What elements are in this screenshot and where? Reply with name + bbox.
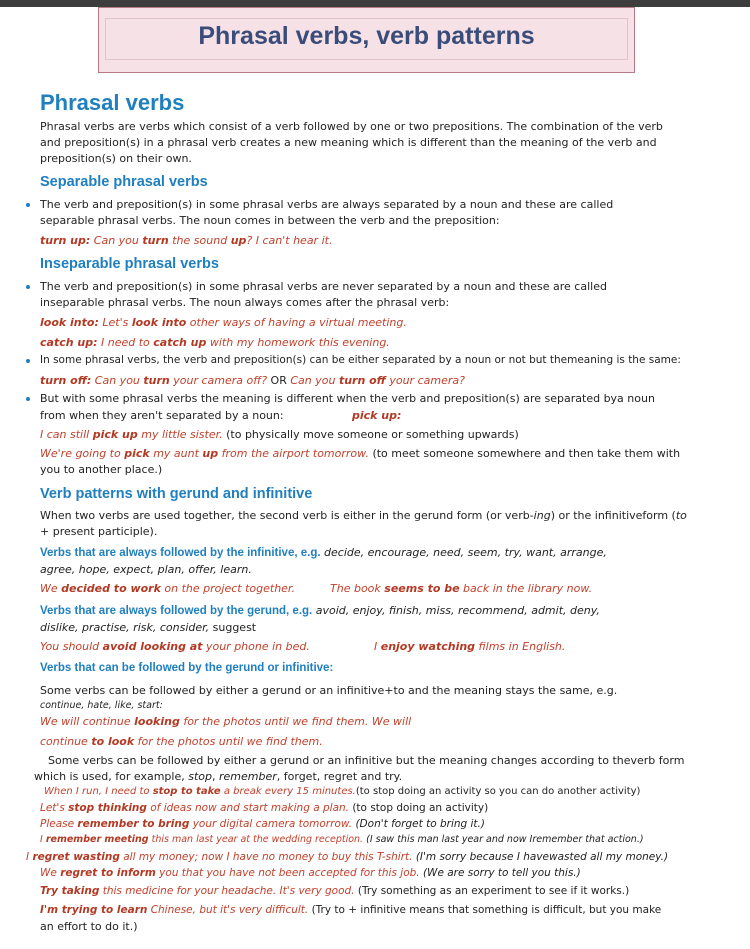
- example-turn-up: [40, 234, 332, 247]
- example-gloss: (Don't forget to bring it.): [352, 818, 485, 830]
- example-verb: I'm trying to learn: [40, 904, 148, 916]
- example-pick-up-2: [40, 447, 680, 460]
- example-verb: catch up: [153, 336, 207, 349]
- different-line: from when they aren't separated by a noun:: [40, 409, 284, 422]
- example-text: I: [26, 851, 33, 863]
- example-text: Please: [40, 818, 78, 830]
- gerund-heading: Verbs that are always followed by the gerund, e.g.: [40, 605, 313, 617]
- infinitive-list: agree, hope, expect, plan, offer, learn.: [40, 563, 252, 576]
- example-text: When I run, I need to: [44, 786, 153, 797]
- example-text: I need to: [97, 336, 154, 349]
- example-catch-up: [40, 336, 390, 349]
- heading-inseparable: Inseparable phrasal verbs: [40, 256, 219, 272]
- example-verb: regret to inform: [60, 867, 156, 879]
- gerund-list: suggest: [209, 621, 257, 634]
- example-pick-up-1: [40, 428, 519, 441]
- example-text: from the airport tomorrow.: [218, 447, 369, 460]
- heading-separable: Separable phrasal verbs: [40, 174, 208, 190]
- example-verb: pick up: [92, 428, 138, 441]
- example-text: my aunt: [149, 447, 203, 460]
- intro-line: Phrasal verbs are verbs which consist of a verb followed by one or two prepositions. The combination of the verb: [40, 120, 663, 133]
- change-line: Some verbs can be followed by either a gerund or an infinitive but the meaning changes according to theverb form: [48, 754, 685, 767]
- example-text: the sound: [168, 234, 231, 247]
- example-text: this medicine for your headache. It's very good.: [99, 885, 355, 897]
- intro-line: and preposition(s) in a phrasal verb creates a new meaning which is different than the meaning of the verb and: [40, 136, 657, 149]
- example-label: turn up:: [40, 234, 91, 247]
- example-gloss: (to stop doing an activity so you can do another activity): [355, 786, 641, 797]
- example-text: I: [40, 834, 46, 845]
- patterns-term: ing: [533, 509, 551, 522]
- example-text: your camera?: [385, 374, 465, 387]
- example-infinitive: [40, 582, 295, 595]
- example-verb: stop thinking: [68, 802, 147, 814]
- example-gloss: (Try to + infinitive means that something is difficult, but you make: [308, 904, 662, 916]
- example-verb: stop to take: [152, 786, 221, 797]
- patterns-term: to: [675, 509, 687, 522]
- bullet-icon: [26, 397, 30, 401]
- change-verb: remember: [219, 770, 277, 783]
- example-text: for the photos until we find them.: [134, 735, 323, 748]
- example-text: on the project together.: [160, 582, 295, 595]
- infinitive-heading: Verbs that are always followed by the infinitive, e.g.: [40, 547, 321, 559]
- inseparable-line: The verb and preposition(s) in some phrasal verbs are never separated by a noun and these are called: [40, 280, 607, 293]
- example-gerund: [40, 640, 310, 653]
- example-remember-meeting: [40, 834, 644, 845]
- example-gloss-cont: an effort to do it.): [40, 920, 138, 933]
- infinitive-heading-line: [40, 546, 607, 559]
- example-gloss: (to stop doing an activity): [349, 802, 489, 814]
- example-trying-to-learn: [40, 904, 661, 916]
- example-text: I can still: [40, 428, 93, 441]
- gerund-list-line: [40, 621, 256, 634]
- change-text: ,: [212, 770, 219, 783]
- example-text: this man last year at the wedding reception.: [148, 834, 364, 845]
- example-text: Can you: [286, 374, 339, 387]
- example-text: We: [40, 582, 62, 595]
- gerund-heading-line: [40, 604, 600, 617]
- top-bar: [0, 0, 750, 7]
- example-text: all my money; now I have no money to buy this T-shirt.: [119, 851, 413, 863]
- inseparable-line: inseparable phrasal verbs. The noun always comes after the phrasal verb:: [40, 296, 450, 309]
- example-remember-to-bring: [40, 818, 485, 830]
- example-text: my little sister.: [137, 428, 223, 441]
- example-gloss: (to physically move someone or something upwards): [222, 428, 519, 441]
- bullet-icon: [26, 285, 30, 289]
- separable-line: separable phrasal verbs. The noun comes in between the verb and the preposition:: [40, 214, 500, 227]
- example-stop-to-take: [44, 786, 640, 797]
- example-text: a break every 15 minutes.: [220, 786, 356, 797]
- example-infinitive: [330, 582, 592, 595]
- example-label: catch up:: [40, 336, 98, 349]
- example-gloss: (to meet someone somewhere and then take them with: [368, 447, 681, 460]
- example-verb: decided to work: [61, 582, 161, 595]
- example-text: continue: [40, 735, 92, 748]
- example-text: you that you have not been accepted for this job.: [155, 867, 420, 879]
- patterns-line: [40, 509, 687, 522]
- example-text: of ideas now and start making a plan.: [146, 802, 349, 814]
- pick-up-label: pick up:: [352, 409, 402, 422]
- page-title: Phrasal verbs, verb patterns: [198, 22, 535, 50]
- example-gloss: (I saw this man last year and now Iremember that action.): [363, 834, 644, 845]
- example-both-1: [40, 715, 411, 728]
- example-text: your phone in bed.: [202, 640, 310, 653]
- example-text: We will continue: [40, 715, 135, 728]
- example-text: your digital camera tomorrow.: [189, 818, 353, 830]
- infinitive-list: decide, encourage, need, seem, try, want, arrange,: [320, 546, 607, 559]
- example-verb: avoid looking at: [102, 640, 203, 653]
- both-heading: Verbs that can be followed by the gerund or infinitive:: [40, 662, 334, 674]
- example-text: Let's: [98, 316, 132, 329]
- either-line: In some phrasal verbs, the verb and preposition(s) can be either separated by a noun or not but themeaning is the same:: [40, 354, 681, 366]
- example-verb: Try taking: [40, 885, 100, 897]
- example-look-into: [40, 316, 407, 329]
- example-verb: look into: [131, 316, 187, 329]
- example-verb: pick: [124, 447, 150, 460]
- example-turn-off: [40, 374, 465, 387]
- change-text: which is used, for example,: [34, 770, 189, 783]
- example-gerund: [374, 640, 565, 653]
- change-text: , forget, regret and try.: [276, 770, 403, 783]
- heading-verb-patterns: Verb patterns with gerund and infinitive: [40, 486, 313, 502]
- example-verb: turn: [143, 374, 170, 387]
- patterns-line: + present participle).: [40, 525, 158, 538]
- example-verb: remember to bring: [77, 818, 190, 830]
- bullet-icon: [26, 203, 30, 207]
- example-verb: up: [230, 234, 247, 247]
- example-text: You should: [40, 640, 103, 653]
- bullet-icon: [26, 359, 30, 363]
- example-verb: enjoy watching: [380, 640, 476, 653]
- example-label: look into:: [40, 316, 99, 329]
- example-text: The book: [330, 582, 385, 595]
- example-text: We're going to: [40, 447, 125, 460]
- example-label: turn off:: [40, 374, 92, 387]
- title-banner: [98, 7, 635, 73]
- example-text: Can you: [90, 234, 143, 247]
- example-text: Let's: [40, 802, 69, 814]
- example-text: I: [374, 640, 381, 653]
- example-text: We: [40, 867, 61, 879]
- patterns-text: ) or the infinitiveform (: [550, 509, 676, 522]
- example-gloss: (I'm sorry because I havewasted all my money.): [412, 851, 669, 863]
- example-text: for the photos until we find them. We will: [179, 715, 412, 728]
- example-both-2: [40, 735, 323, 748]
- different-line: But with some phrasal verbs the meaning is different when the verb and preposition(s) are separated bya noun: [40, 392, 655, 405]
- both-line: Some verbs can be followed by either a gerund or an infinitive+to and the meaning stays the same, e.g.: [40, 684, 618, 697]
- example-text: films in English.: [475, 640, 566, 653]
- example-verb: regret wasting: [32, 851, 120, 863]
- example-text: your camera off?: [169, 374, 271, 387]
- example-verb: up: [202, 447, 219, 460]
- both-list: continue, hate, like, start:: [40, 700, 163, 711]
- example-verb: to look: [91, 735, 135, 748]
- example-verb: seems to be: [384, 582, 460, 595]
- example-gloss: (Try something as an experiment to see if it works.): [354, 885, 630, 897]
- example-gloss: (We are sorry to tell you this.): [419, 867, 581, 879]
- change-verb: stop: [188, 770, 212, 783]
- example-verb: looking: [134, 715, 180, 728]
- example-stop-thinking: [40, 802, 488, 814]
- heading-phrasal-verbs: Phrasal verbs: [40, 90, 185, 115]
- example-gloss-cont: you to another place.): [40, 463, 163, 476]
- example-text: with my homework this evening.: [206, 336, 390, 349]
- example-try-taking: [40, 885, 629, 897]
- example-text: back in the library now.: [459, 582, 593, 595]
- example-regret-to-inform: [40, 867, 581, 879]
- gerund-list: avoid, enjoy, finish, miss, recommend, admit, deny,: [312, 604, 600, 617]
- example-verb: turn off: [338, 374, 386, 387]
- example-text: other ways of having a virtual meeting.: [186, 316, 407, 329]
- example-regret-wasting: [26, 851, 668, 863]
- example-verb: remember meeting: [45, 834, 149, 845]
- example-text: Can you: [91, 374, 144, 387]
- example-text: Chinese, but it's very difficult.: [147, 904, 309, 916]
- change-line-2: [34, 770, 402, 783]
- example-or: OR: [270, 374, 287, 387]
- patterns-text: When two verbs are used together, the second verb is either in the gerund form (or verb-: [40, 509, 534, 522]
- example-verb: turn: [142, 234, 169, 247]
- gerund-list: dislike, practise, risk, consider,: [40, 621, 210, 634]
- example-text: ? I can't hear it.: [246, 234, 333, 247]
- separable-line: The verb and preposition(s) in some phrasal verbs are always separated by a noun and these are called: [40, 198, 614, 211]
- intro-line: preposition(s) on their own.: [40, 152, 192, 165]
